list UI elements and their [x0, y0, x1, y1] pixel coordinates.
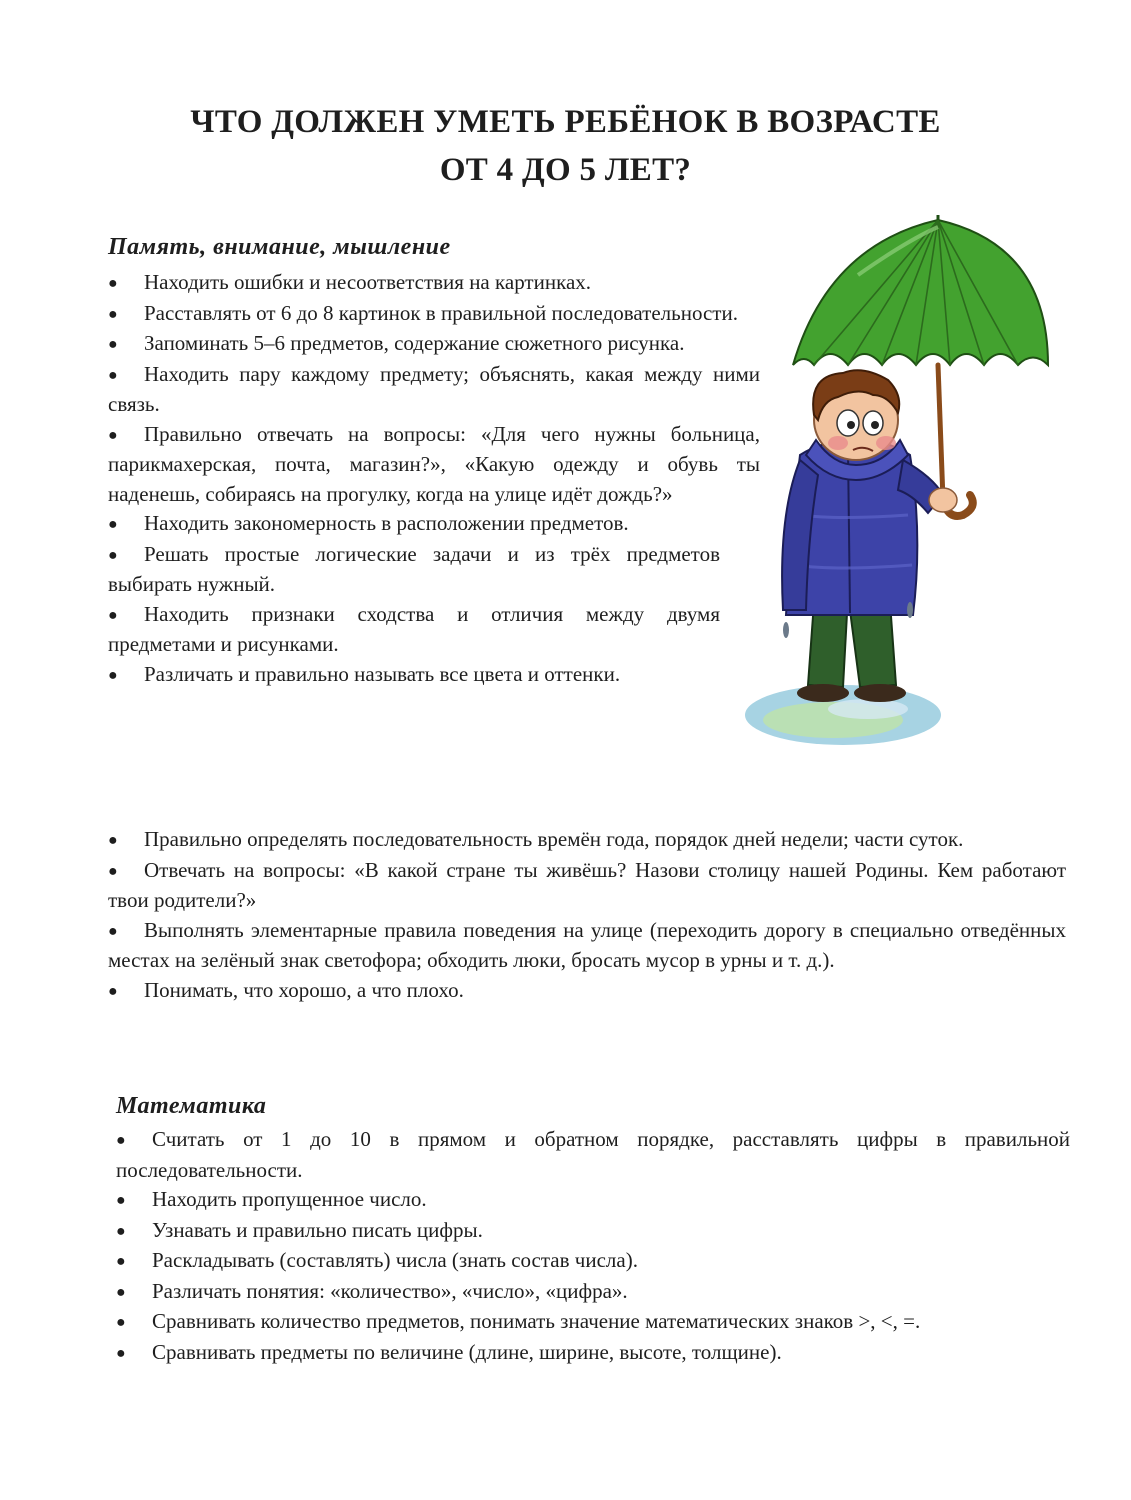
list-item: ● Понимать, что хорошо, а что плохо.: [108, 976, 1066, 1007]
list-item: ● Раскладывать (составлять) числа (знать состав числа).: [116, 1246, 1070, 1277]
section-heading-math: Математика: [116, 1093, 267, 1119]
list-item: ● Находить ошибки и несоответствия на картинках.: [108, 268, 760, 299]
list-item: ● Правильно отвечать на вопросы: «Для чего нужны больница, парикмахерская, почта, магазин?», «Какую одежду и обувь ты наденешь, собираясь на прогулку, когда на улице идёт дождь?»: [108, 420, 760, 510]
list-item: ● Правильно определять последовательность времён года, порядок дней недели; части суток.: [108, 825, 1066, 856]
list-item: ● Находить закономерность в расположении предметов.: [108, 509, 720, 540]
list-item: ● Решать простые логические задачи и из трёх предметов выбирать нужный.: [108, 540, 720, 600]
list-item: ● Различать понятия: «количество», «число», «цифра».: [116, 1277, 1070, 1308]
list-item: ● Различать и правильно называть все цвета и оттенки.: [108, 660, 720, 691]
page-title-line-2: ОТ 4 ДО 5 ЛЕТ?: [439, 152, 692, 188]
list-item: ● Находить пропущенное число.: [116, 1185, 1070, 1216]
list-item: ● Считать от 1 до 10 в прямом и обратном порядке, расставлять цифры в правильной последовательности.: [116, 1125, 1070, 1185]
list-item: ● Расставлять от 6 до 8 картинок в правильной последовательности.: [108, 299, 760, 330]
list-item: ● Сравнивать количество предметов, понимать значение математических знаков >, <, =.: [116, 1307, 1070, 1338]
list-item: ● Запоминать 5–6 предметов, содержание сюжетного рисунка.: [108, 329, 760, 360]
list-item: ● Выполнять элементарные правила поведения на улице (переходить дорогу в специально отведённых местах на зелёный знак светофора; обходить люки, бросать мусор в урны и т. д.).: [108, 916, 1066, 976]
list-item: ● Находить пару каждому предмету; объяснять, какая между ними связь.: [108, 360, 760, 420]
memory-skills-list-continued: [108, 825, 1066, 1006]
memory-skills-list: [108, 268, 760, 690]
list-item: ● Сравнивать предметы по величине (длине, ширине, высоте, толщине).: [116, 1338, 1070, 1369]
list-item: ● Узнавать и правильно писать цифры.: [116, 1216, 1070, 1247]
umbrella-canopy: [793, 220, 1048, 365]
math-skills-list: [116, 1125, 1070, 1368]
list-item: ● Находить признаки сходства и отличия между двумя предметами и рисунками.: [108, 600, 720, 660]
page-title-line-1: ЧТО ДОЛЖЕН УМЕТЬ РЕБЁНОК В ВОЗРАСТЕ: [190, 104, 941, 140]
boy-with-umbrella-icon: [738, 215, 1058, 775]
section-heading-memory: Память, внимание, мышление: [108, 234, 451, 260]
page-title: [0, 98, 1131, 194]
list-item: ● Отвечать на вопросы: «В какой стране ты живёшь? Назови столицу нашей Родины. Кем работают твои родители?»: [108, 856, 1066, 916]
